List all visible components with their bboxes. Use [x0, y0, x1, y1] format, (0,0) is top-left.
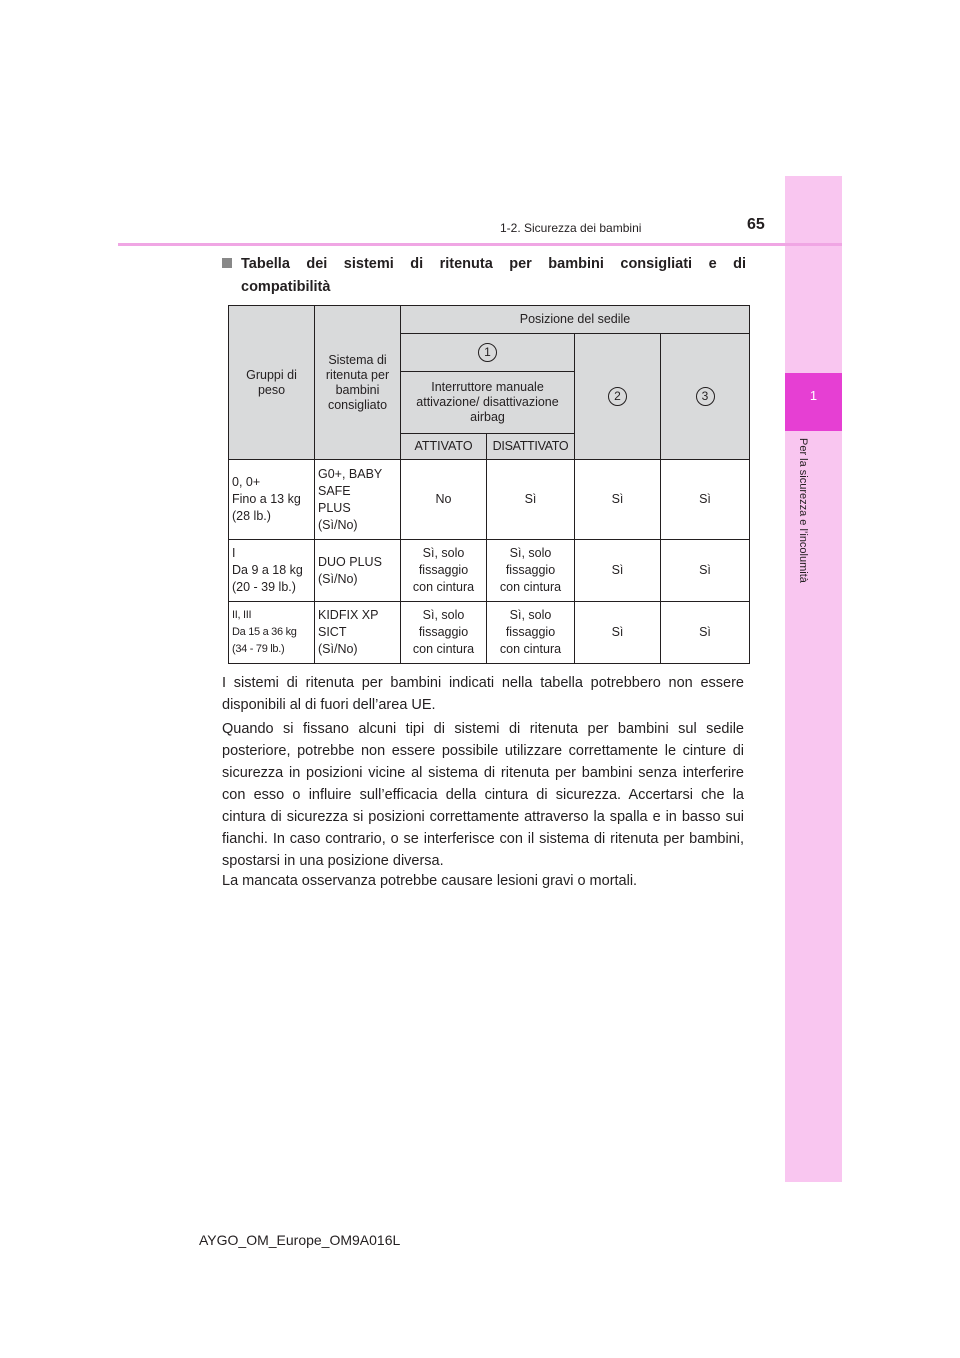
- system-text: SICT: [318, 625, 347, 639]
- system-text: (Sì/No): [318, 571, 358, 586]
- system-text: G0+, BABY: [318, 466, 383, 481]
- system-cell: [315, 602, 401, 664]
- system-text: DUO PLUS: [318, 554, 382, 569]
- header-position-1: [401, 334, 575, 372]
- document-code: AYGO_OM_Europe_OM9A016L: [199, 1232, 401, 1248]
- position-2-cell: Sì: [575, 460, 661, 540]
- header-restraint-system: Sistema di ritenuta per bambini consigliato: [315, 306, 401, 460]
- chapter-number: 1: [809, 388, 818, 403]
- off-text: Sì, solo: [509, 546, 552, 560]
- weight-group-cell: [229, 602, 315, 664]
- position-3-cell: Sì: [661, 602, 750, 664]
- table-row: [229, 602, 750, 664]
- off-text: Sì, solo: [509, 608, 552, 622]
- position-2-marker: 2: [608, 387, 627, 406]
- on-text: fissaggio: [418, 563, 469, 577]
- position-2-cell: Sì: [575, 540, 661, 602]
- group-text: I: [232, 546, 236, 560]
- group-text: Da 15 a 36 kg: [232, 626, 297, 638]
- on-text: fissaggio: [418, 625, 469, 639]
- header-airbag-switch: Interruttore manuale attivazione/ disattivazione airbag: [401, 372, 575, 434]
- system-cell: [315, 540, 401, 602]
- header-airbag-on: ATTIVATO: [401, 434, 487, 460]
- airbag-on-cell: No: [401, 460, 487, 540]
- warning-note: La mancata osservanza potrebbe causare lesioni gravi o mortali.: [222, 873, 638, 889]
- system-text: (Sì/No): [318, 517, 358, 532]
- weight-group-cell: [229, 540, 315, 602]
- seatbelt-guidance: Quando si fissano alcuni tipi di sistemi di ritenuta per bambini sul sedile posteriore, potrebbe non essere possibile utilizzare correttamente le cinture di sicurezza in posizioni vicine al sistema di ritenuta per bambini senza interferire con esso o influire sull’efficacia della cintura di sicurezza. Accertarsi che la cintura di sicurezza si posizioni correttamente attraverso la spalla e in basso sui fianchi. In caso contrario, o se interferisce con il sistema di ritenuta per bambini, spostarsi in una posizione diversa.: [222, 721, 744, 869]
- off-text: con cintura: [499, 642, 562, 656]
- weight-group-cell: [229, 460, 315, 540]
- heading-line-2: compatibilità: [241, 279, 331, 295]
- airbag-on-cell: [401, 540, 487, 602]
- position-3-cell: Sì: [661, 540, 750, 602]
- system-text: PLUS: [318, 500, 351, 515]
- section-title: 1-2. Sicurezza dei bambini: [500, 221, 642, 235]
- page-number: 65: [747, 216, 765, 233]
- airbag-off-cell: Sì: [487, 460, 575, 540]
- group-text: (20 - 39 lb.): [232, 580, 296, 594]
- header-position-2: [575, 334, 661, 460]
- position-1-marker: 1: [478, 343, 497, 362]
- group-text: Da 9 a 18 kg: [232, 563, 303, 577]
- header-position-3: [661, 334, 750, 460]
- airbag-off-cell: [487, 602, 575, 664]
- group-text: (34 - 79 lb.): [232, 643, 285, 655]
- off-text: con cintura: [499, 580, 562, 594]
- airbag-on-cell: [401, 602, 487, 664]
- table-row: [229, 460, 750, 540]
- on-text: Sì, solo: [422, 546, 465, 560]
- group-text: 0, 0+: [232, 475, 261, 489]
- position-3-cell: Sì: [661, 460, 750, 540]
- header-seat-position: Posizione del sedile: [401, 306, 750, 334]
- off-text: fissaggio: [505, 563, 556, 577]
- chapter-title: Per la sicurezza e l’incolumità: [797, 438, 809, 583]
- availability-note: I sistemi di ritenuta per bambini indicati nella tabella potrebbero non essere disponibili al di fuori dell’area UE.: [222, 675, 744, 713]
- group-text: Fino a 13 kg: [232, 492, 301, 506]
- system-text: KIDFIX XP: [318, 608, 379, 622]
- system-text: SAFE: [318, 483, 351, 498]
- compatibility-table: [228, 305, 750, 664]
- table-row: [229, 540, 750, 602]
- system-cell: [315, 460, 401, 540]
- group-text: (28 lb.): [232, 509, 271, 523]
- airbag-off-cell: [487, 540, 575, 602]
- bullet-square-icon: [222, 258, 232, 268]
- on-text: con cintura: [412, 580, 475, 594]
- position-2-cell: Sì: [575, 602, 661, 664]
- off-text: fissaggio: [505, 625, 556, 639]
- group-text: II, III: [232, 609, 252, 621]
- chapter-side-tab: [785, 176, 842, 1182]
- header-divider: [118, 243, 842, 246]
- header-weight-group: Gruppi di peso: [229, 306, 315, 460]
- on-text: Sì, solo: [422, 608, 465, 622]
- system-text: (Sì/No): [318, 642, 358, 656]
- heading-line-1: Tabella dei sistemi di ritenuta per bambini consigliati e di: [241, 256, 746, 272]
- position-3-marker: 3: [696, 387, 715, 406]
- header-airbag-off: DISATTIVATO: [487, 434, 575, 460]
- on-text: con cintura: [412, 642, 475, 656]
